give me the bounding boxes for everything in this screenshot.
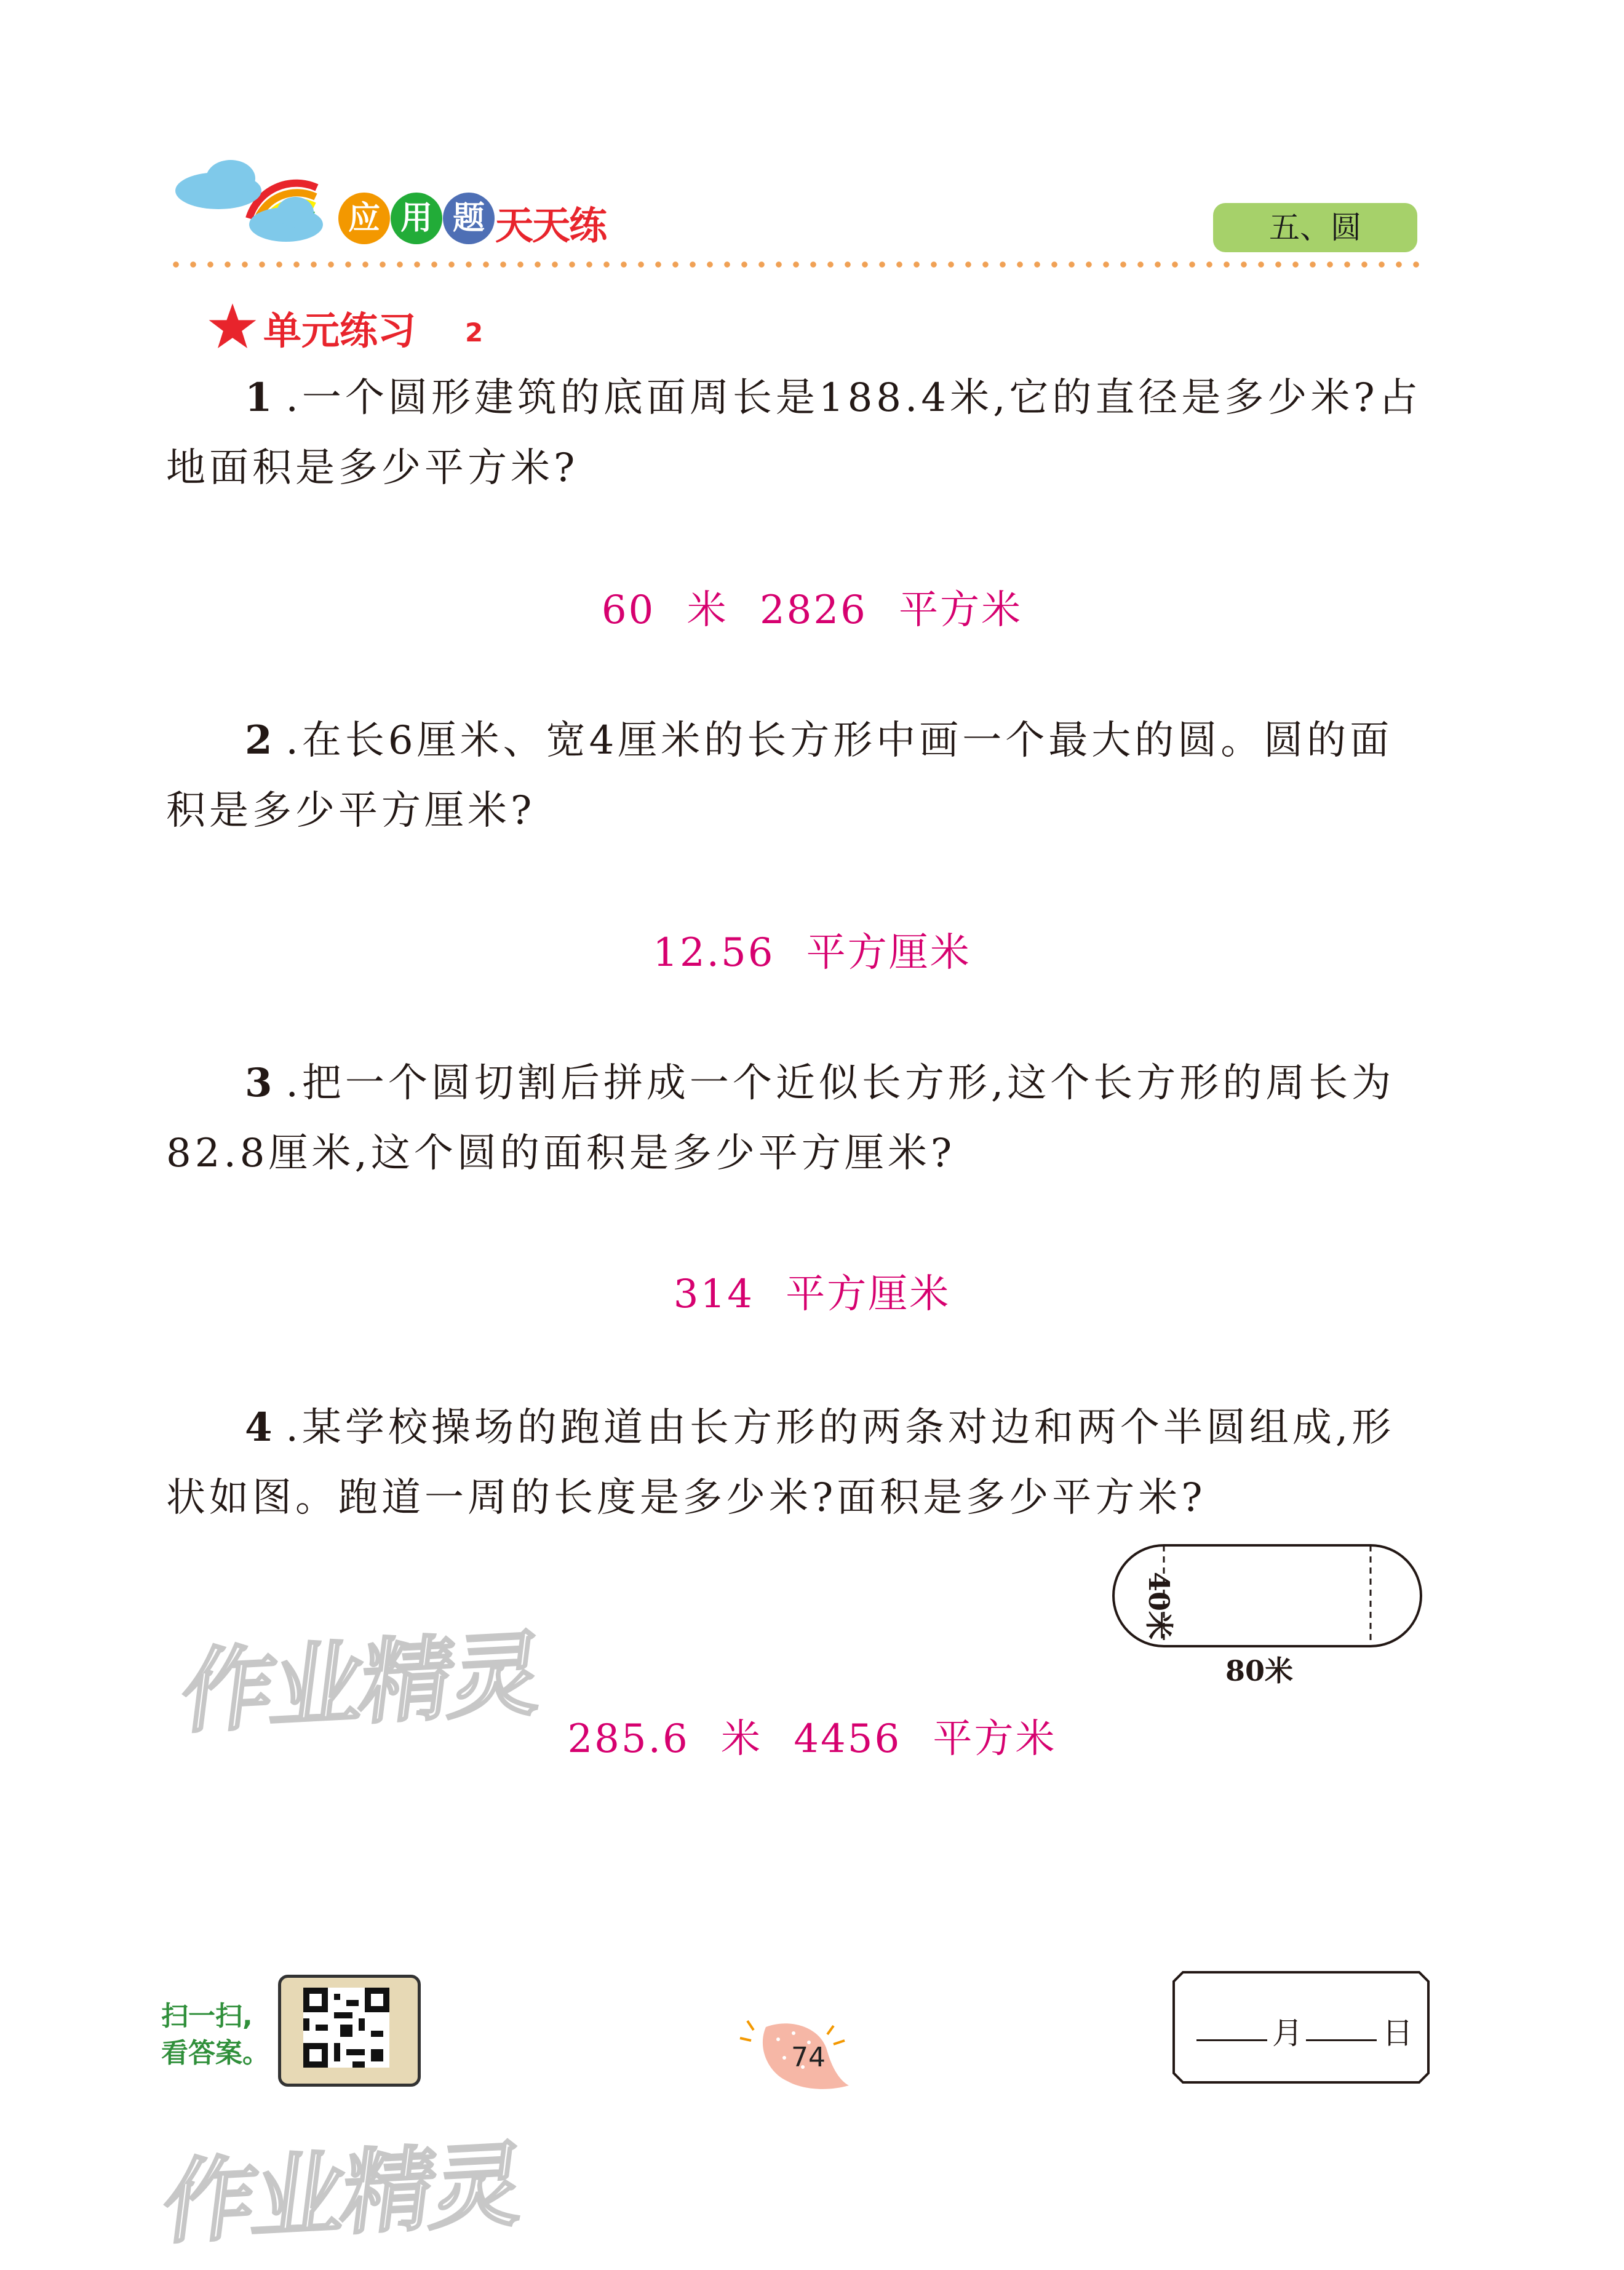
month-label: 月 [1272,2015,1303,2051]
problem-text: .一个圆形建筑的底面周长是188.4米,它的直径是多少米?占地面积是多少平方米? [166,375,1422,491]
book-logo [175,151,618,255]
problem-2 [166,706,1427,846]
problem-number: 3 [245,1060,273,1106]
problem-number: 1 [245,375,273,421]
problem-1 [166,363,1427,503]
page-number: 74 [791,2042,826,2073]
problem-number: 4 [245,1404,273,1451]
track-length-label: 80米 [1225,1654,1294,1687]
answer-2: 12.56 平方厘米 [653,930,971,976]
section-title-text: 单元练习 [263,308,416,353]
answer-1: 60 米 2826 平方米 [601,587,1023,633]
problem-4 [166,1393,1427,1533]
watermark: 作业精灵 [175,1621,546,1746]
qr-code-icon [303,1988,389,2068]
scan-hint-line: 扫一扫, [161,2001,253,2032]
problem-text: .某学校操场的跑道由长方形的两条对边和两个半圆组成,形状如图。跑道一周的长度是多少米?面积是多少平方米? [166,1405,1395,1521]
logo-char: 应 [338,193,390,244]
track-width-label: 40米 [1142,1572,1176,1640]
answer-3: 314 平方厘米 [673,1272,951,1317]
logo-char: 题 [443,193,495,244]
date-box [1172,1970,1430,2084]
star-icon [208,301,257,351]
problem-text: .在长6厘米、宽4厘米的长方形中画一个最大的圆。圆的面积是多少平方厘米? [166,718,1393,834]
header-divider [167,261,1428,268]
day-blank[interactable] [1306,2039,1377,2041]
section-number: 2 [465,317,484,348]
logo-tail: 天天练 [495,203,607,248]
day-label: 日 [1382,2015,1413,2051]
watermark: 作业精灵 [157,2132,528,2257]
logo-char: 用 [391,193,442,244]
qr-code[interactable] [278,1975,421,2087]
chapter-tab: 五、圆 [1213,203,1417,252]
answer-4: 285.6 米 4456 平方米 [567,1716,1057,1762]
problem-3 [166,1048,1427,1189]
scan-hint-line: 看答案。 [161,2037,269,2069]
problem-text: .把一个圆切割后拼成一个近似长方形,这个长方形的周长为82.8厘米,这个圆的面积是多少平方厘米? [166,1061,1395,1176]
problem-number: 2 [245,717,273,763]
scan-hint [161,1998,269,2072]
rainbow-cloud-icon [175,151,323,255]
month-blank[interactable] [1196,2039,1267,2041]
